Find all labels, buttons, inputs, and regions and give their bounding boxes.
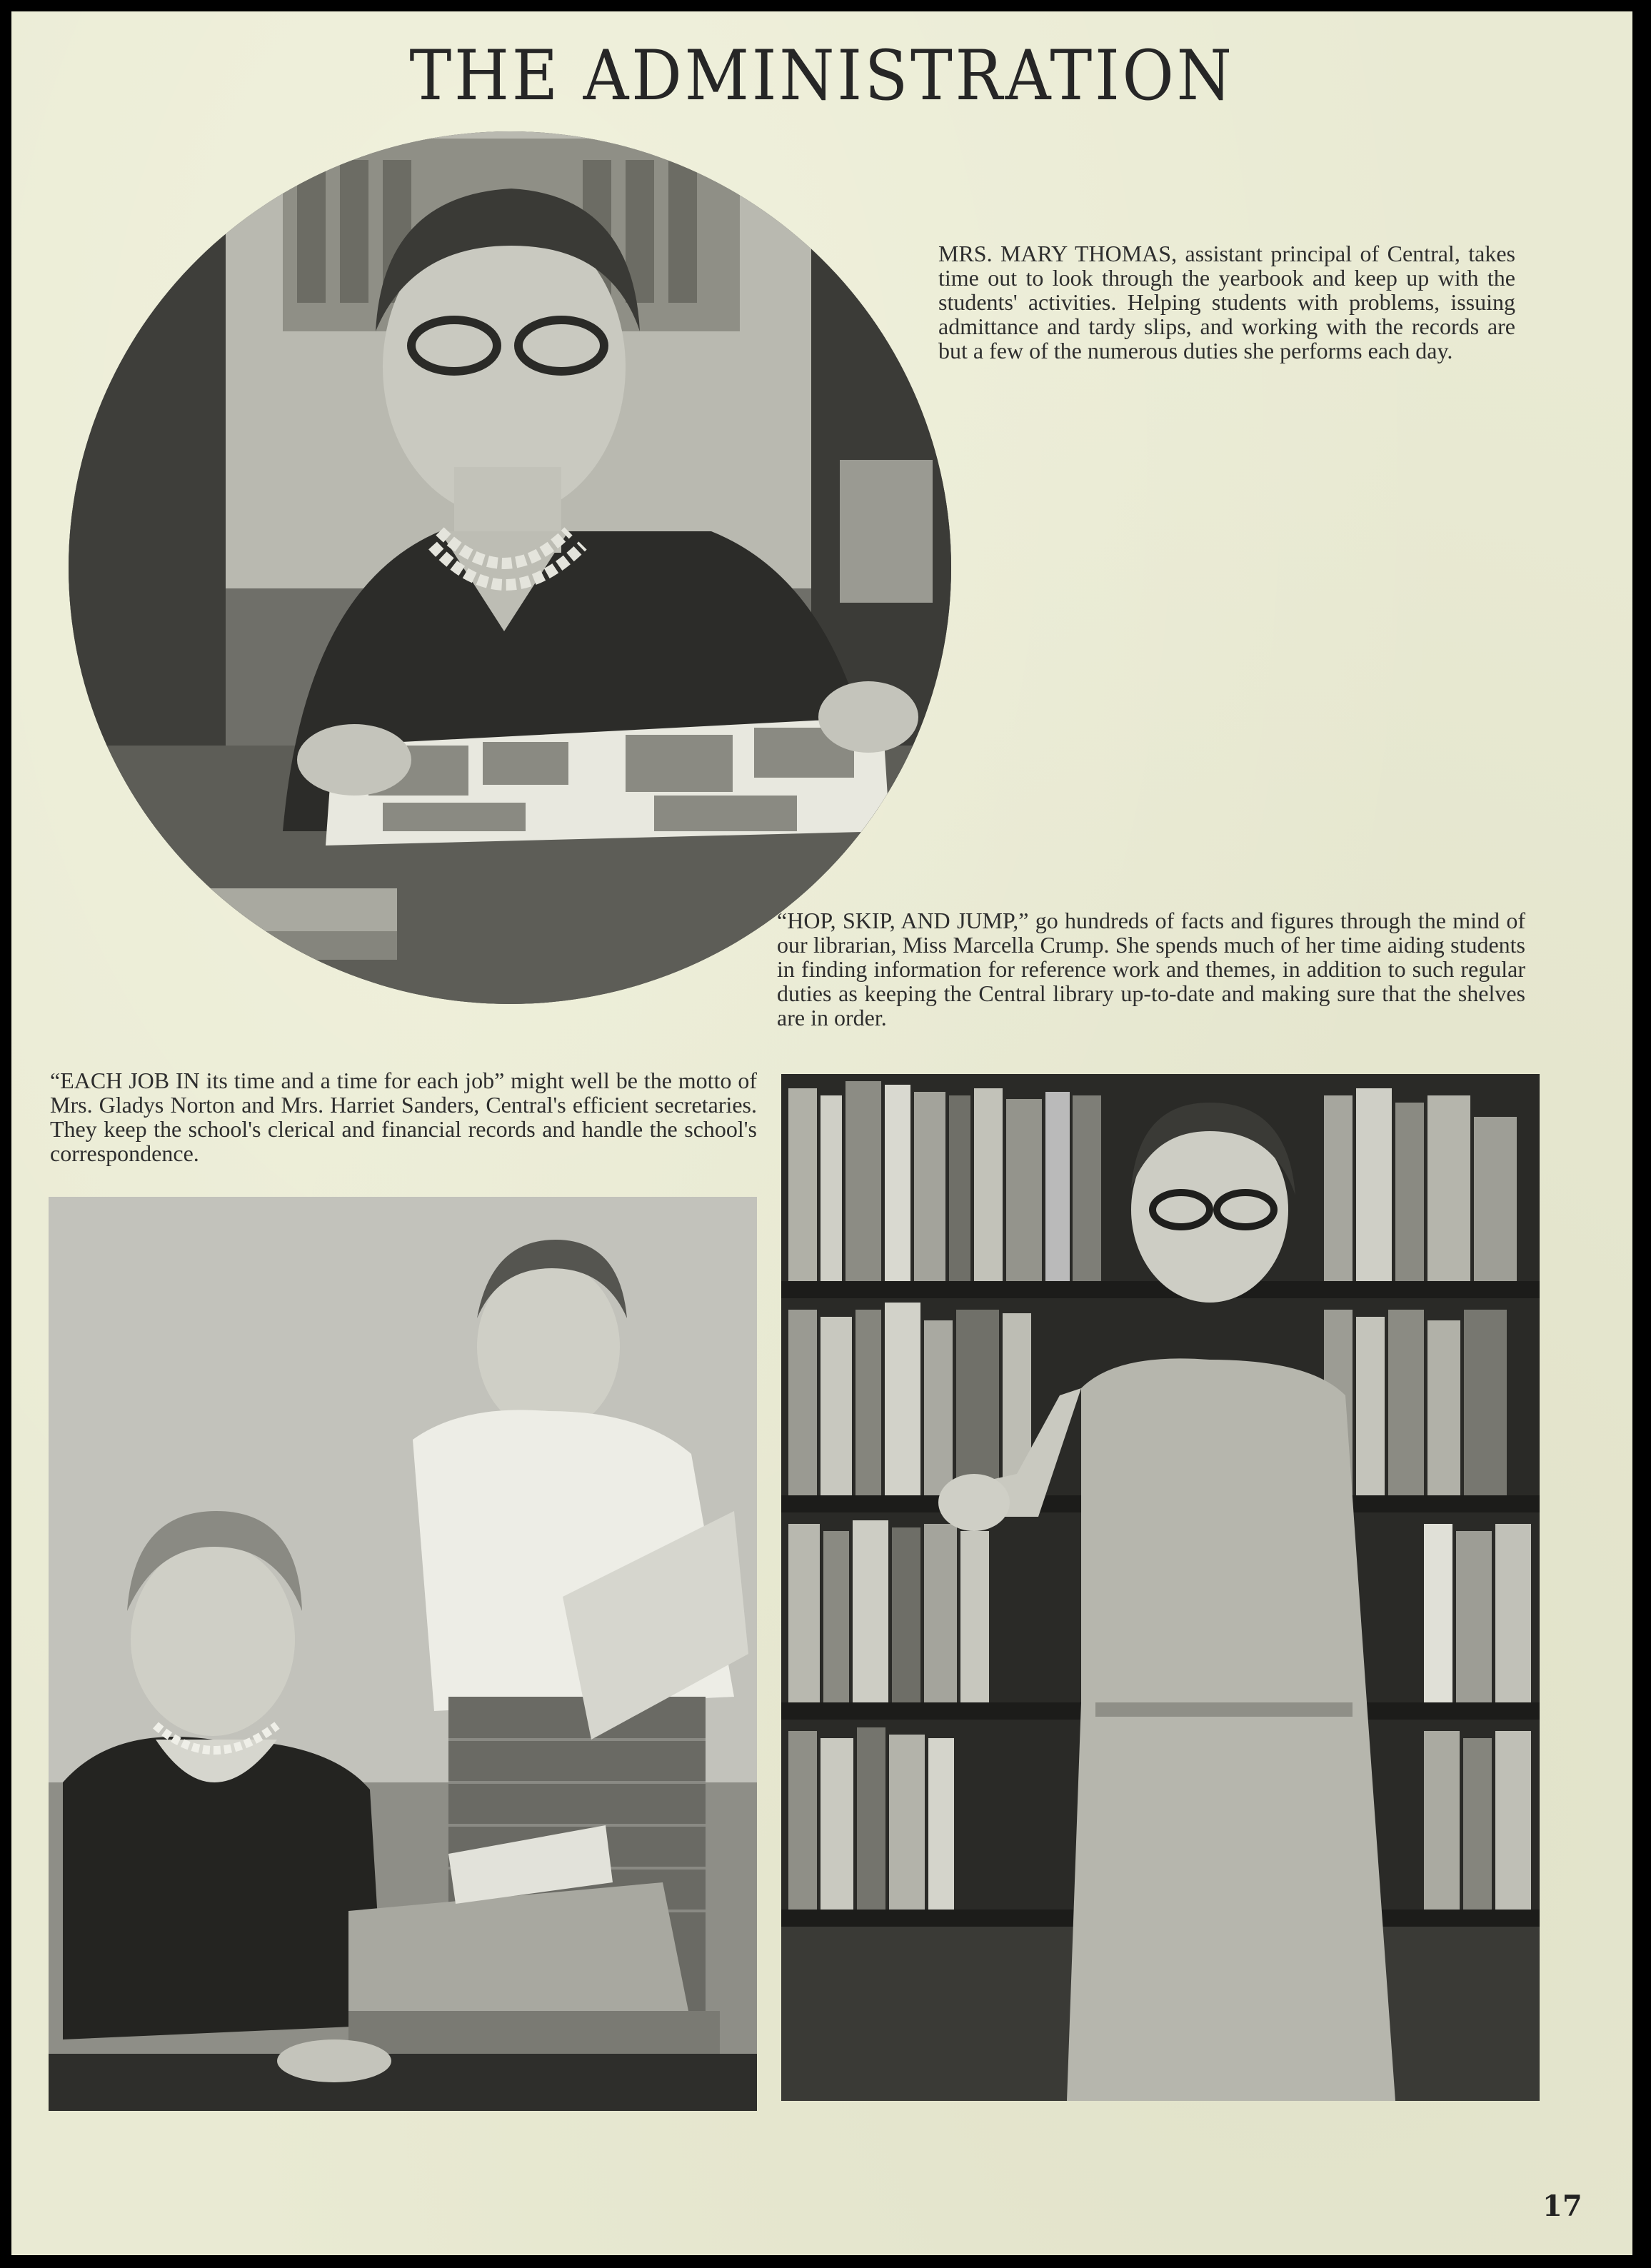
caption-mary-thomas: MRS. MARY THOMAS, assistant principal of Central, takes time out to look through the yearbook and keep up with the students' activities. Helping students with problems, issuing admittance and tardy slips, and working with the records are but a few of the numerous duties she performs each day.: [938, 241, 1515, 363]
page-title: THE ADMINISTRATION: [409, 36, 1235, 116]
caption-secretaries: “EACH JOB IN its time and a time for each job” might well be the motto of Mrs. Gladys Norton and Mrs. Harriet Sanders, Central's efficient secretaries. They keep the school's clerical and financial records and handle the school's correspondence.: [50, 1068, 757, 1166]
photo-librarian: [781, 1074, 1540, 2101]
caption-marcella-crump: “HOP, SKIP, AND JUMP,” go hundreds of facts and figures through the mind of our librarian, Miss Marcella Crump. She spends much of her time aiding students in finding information for reference work and themes, in addition to such regular duties as keeping the Central library up-to-date and making sure that the shelves are in order.: [777, 908, 1525, 1030]
photo-mary-thomas: [69, 131, 951, 1004]
yearbook-page: [11, 11, 1632, 2255]
page-number: 17: [1542, 2189, 1582, 2223]
photo-secretaries: [49, 1197, 757, 2111]
